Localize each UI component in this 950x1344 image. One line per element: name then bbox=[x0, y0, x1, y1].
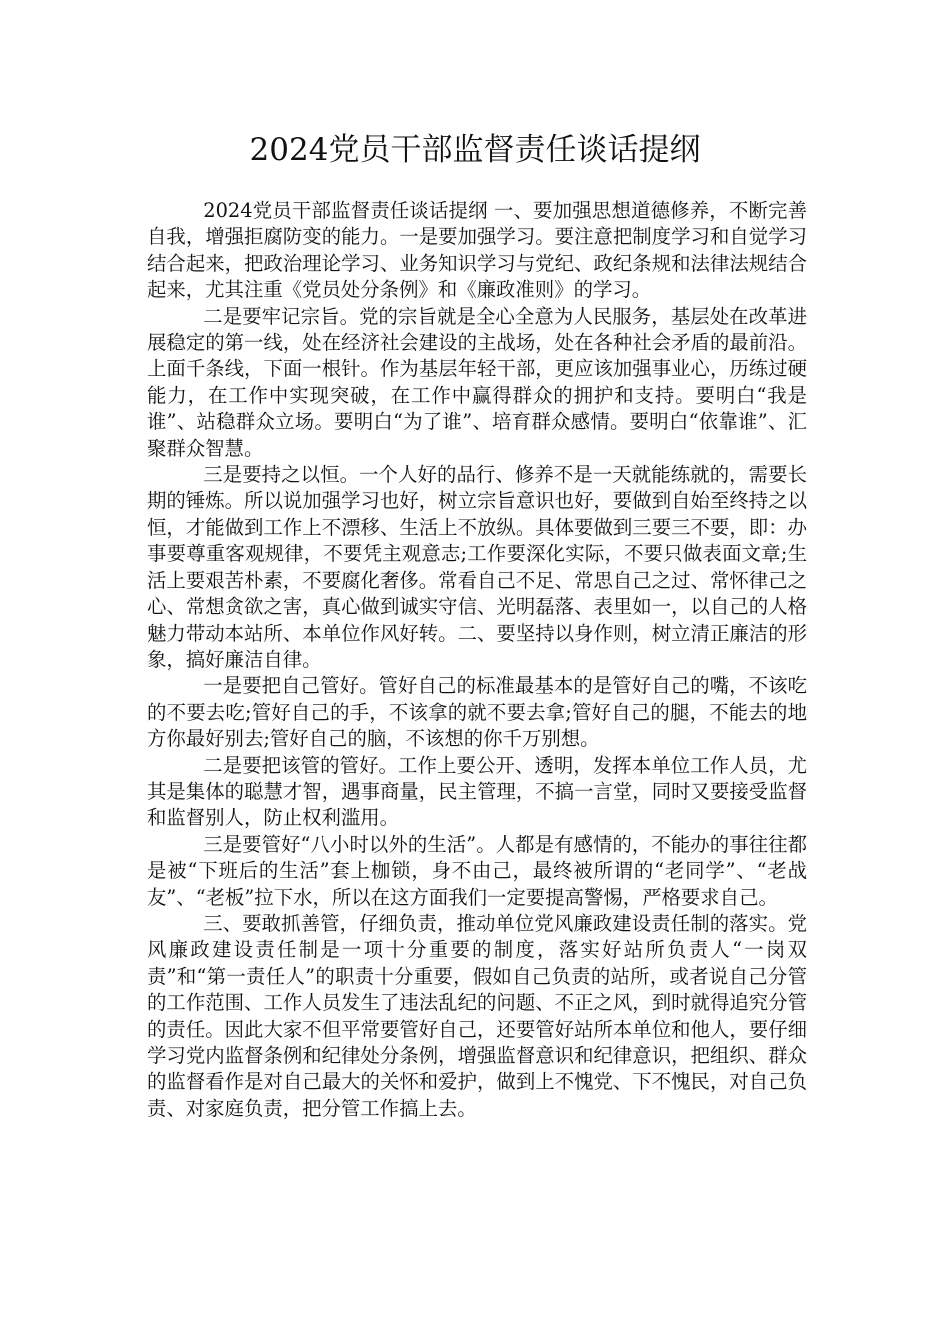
paragraph-6: 三是要管好“八小时以外的生活”。人都是有感情的，不能办的事往往都是被“下班后的生活”套上枷锁，身不由己，最终被所谓的“老同学”、“老战友”、“老板”拉下水，所以在这方面我们一定要提高警惕，严格要求自己。 bbox=[147, 832, 807, 909]
document-title: 2024党员干部监督责任谈话提纲 bbox=[249, 132, 701, 168]
document-body bbox=[147, 198, 807, 1122]
paragraph-5: 二是要把该管的管好。工作上要公开、透明，发挥本单位工作人员，尤其是集体的聪慧才智，遇事商量，民主管理，不搞一言堂，同时又要接受监督和监督别人，防止权利滥用。 bbox=[147, 753, 807, 830]
paragraph-3: 三是要持之以恒。一个人好的品行、修养不是一天就能练就的，需要长期的锤炼。所以说加强学习也好，树立宗旨意识也好，要做到自始至终持之以恒，才能做到工作上不漂移、生活上不放纵。具体要做到三要三不要，即：办事要尊重客观规律，不要凭主观意志;工作要深化实际，不要只做表面文章;生活上要艰苦朴素，不要腐化奢侈。常看自己不足、常思自己之过、常怀律己之心、常想贪欲之害，真心做到诚实守信、光明磊落、表里如一，以自己的人格魅力带动本站所、本单位作风好转。二、要坚持以身作则，树立清正廉洁的形象，搞好廉洁自律。 bbox=[147, 463, 807, 671]
paragraph-2: 二是要牢记宗旨。党的宗旨就是全心全意为人民服务，基层处在改革进展稳定的第一线，处在经济社会建设的主战场，处在各种社会矛盾的最前沿。上面千条线，下面一根针。作为基层年轻干部，更应该加强事业心，历练过硬能力，在工作中实现突破，在工作中赢得群众的拥护和支持。要明白“我是谁”、站稳群众立场。要明白“为了谁”、培育群众感情。要明白“依靠谁”、汇聚群众智慧。 bbox=[147, 304, 807, 460]
paragraph-1: 2024党员干部监督责任谈话提纲 一、要加强思想道德修养，不断完善自我，增强拒腐防变的能力。一是要加强学习。要注意把制度学习和自觉学习结合起来，把政治理论学习、业务知识学习与党纪、政纪条规和法律法规结合起来，尤其注重《党员处分条例》和《廉政准则》的学习。 bbox=[147, 199, 807, 302]
paragraph-7: 三、要敢抓善管，仔细负责，推动单位党风廉政建设责任制的落实。党风廉政建设责任制是一项十分重要的制度，落实好站所负责人“一岗双责”和“第一责任人”的职责十分重要，假如自己负责的站所，或者说自己分管的工作范围、工作人员发生了违法乱纪的问题、不正之风，到时就得追究分管的责任。因此大家不但平常要管好自己，还要管好站所本单位和他人，要仔细学习党内监督条例和纪律处分条例，增强监督意识和纪律意识，把组织、群众的监督看作是对自己最大的关怀和爱护，做到上不愧党、下不愧民，对自己负责、对家庭负责，把分管工作搞上去。 bbox=[147, 911, 807, 1120]
paragraph-4: 一是要把自己管好。管好自己的标准最基本的是管好自己的嘴，不该吃的不要去吃;管好自己的手，不该拿的就不要去拿;管好自己的腿，不能去的地方你最好别去;管好自己的脑，不该想的你千万别想。 bbox=[147, 674, 807, 751]
